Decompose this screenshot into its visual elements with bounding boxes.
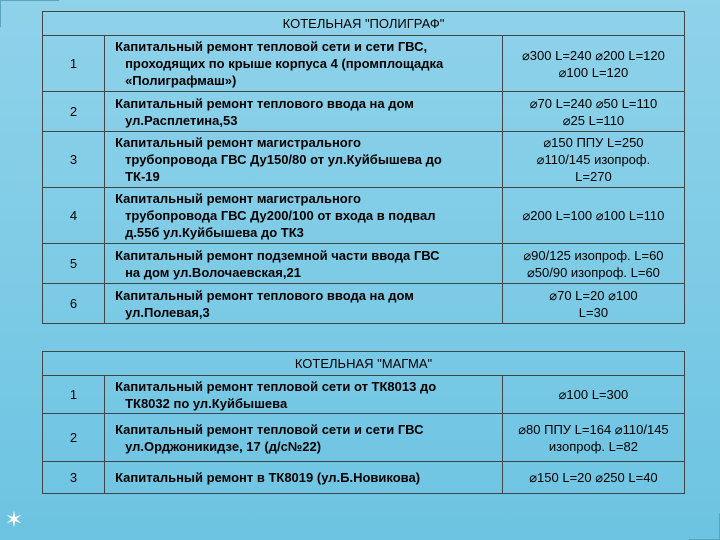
work-description: [105, 284, 503, 324]
specification-line: ⌀70 L=20 ⌀100: [549, 287, 638, 303]
section-title-row: [43, 12, 685, 36]
pipe-specification: [502, 376, 684, 414]
row-number: 1: [43, 36, 105, 92]
row-number: 5: [43, 244, 105, 284]
specification-line: ⌀110/145 изопроф.: [536, 152, 651, 167]
description-line: ул.Расплетина,53: [125, 112, 238, 128]
decorative-corner-bottom: [689, 513, 720, 540]
description-line: д.55б ул.Куйбышева до ТК3: [125, 225, 304, 240]
work-description: [105, 244, 503, 284]
description-line: Капитальный ремонт тепловой сети и сети ГВС: [115, 421, 424, 437]
section-table: [42, 11, 685, 324]
pipe-specification: [502, 244, 684, 284]
pipe-specification: [502, 36, 684, 92]
specification-line: ⌀80 ППУ L=164 ⌀110/145: [518, 421, 669, 437]
section-title: КОТЕЛЬНАЯ "ПОЛИГРАФ": [43, 12, 685, 36]
section-title-row: [43, 352, 685, 376]
work-description: [105, 376, 503, 414]
specification-line: ⌀90/125 изопроф. L=60: [523, 247, 664, 263]
description-line: Капитальный ремонт теплового ввода на дом: [115, 95, 414, 111]
description-line: Капитальный ремонт теплового ввода на дом: [115, 287, 414, 303]
specification-line: ⌀70 L=240 ⌀50 L=110: [529, 95, 658, 111]
work-description: [105, 36, 503, 92]
description-line: ул.Полевая,3: [125, 304, 210, 320]
table-row: [43, 36, 685, 92]
description-line: Капитальный ремонт магистрального: [115, 191, 361, 206]
row-number: 2: [43, 92, 105, 132]
specification-line: ⌀300 L=240 ⌀200 L=120: [521, 47, 665, 63]
description-line: ТК-19: [125, 169, 160, 184]
row-number: 6: [43, 284, 105, 324]
table-row: [43, 244, 685, 284]
specification-line: ⌀150 L=20 ⌀250 L=40: [529, 470, 658, 485]
description-line: «Полиграфмаш»): [125, 73, 237, 88]
pipe-specification: [502, 92, 684, 132]
description-line: проходящих по крыше корпуса 4 (промплощадка: [125, 56, 444, 71]
description-line: Капитальный ремонт подземной части ввода ГВС: [115, 247, 440, 263]
table-row: [43, 188, 685, 244]
description-line: ТК8032 по ул.Куйбышева: [125, 395, 288, 411]
table-row: [43, 132, 685, 188]
description-line: ул.Орджоникидзе, 17 (д/с№22): [125, 438, 322, 454]
specification-line: L=30: [578, 304, 609, 320]
table-row: [43, 414, 685, 462]
table-row: [43, 92, 685, 132]
row-number: 1: [43, 376, 105, 414]
description-line: Капитальный ремонт магистрального: [115, 135, 361, 150]
table-row: [43, 376, 685, 414]
description-line: трубопровода ГВС Ду150/80 от ул.Куйбышева до: [125, 152, 442, 167]
description-line: Капитальный ремонт тепловой сети от ТК8013 до: [115, 378, 437, 394]
row-number: 3: [43, 462, 105, 494]
star-icon: ✶: [4, 508, 24, 533]
description-line: трубопровода ГВС Ду200/100 от входа в подвал: [125, 208, 436, 223]
work-description: [105, 462, 503, 494]
work-description: [105, 92, 503, 132]
specification-line: L=270: [575, 169, 612, 184]
work-description: [105, 132, 503, 188]
specification-line: изопроф. L=82: [548, 438, 638, 454]
pipe-specification: [502, 132, 684, 188]
specification-line: ⌀100 L=120: [558, 64, 629, 80]
specification-line: ⌀150 ППУ L=250: [543, 135, 644, 150]
description-line: Капитальный ремонт тепловой сети и сети ГВС,: [115, 39, 428, 54]
specification-line: ⌀100 L=300: [558, 387, 629, 402]
work-description: [105, 188, 503, 244]
work-description: [105, 414, 503, 462]
pipe-specification: [502, 188, 684, 244]
description-line: Капитальный ремонт в ТК8019 (ул.Б.Новикова): [115, 470, 421, 485]
specification-line: ⌀25 L=110: [562, 112, 625, 128]
row-number: 2: [43, 414, 105, 462]
row-number: 4: [43, 188, 105, 244]
specification-line: ⌀50/90 изопроф. L=60: [526, 264, 660, 280]
pipe-specification: [502, 284, 684, 324]
pipe-specification: [502, 414, 684, 462]
section-title: КОТЕЛЬНАЯ "МАГМА": [43, 352, 685, 376]
section-table: [42, 351, 685, 494]
description-line: на дом ул.Волочаевская,21: [125, 264, 301, 280]
pipe-specification: [502, 462, 684, 494]
table-row: [43, 284, 685, 324]
row-number: 3: [43, 132, 105, 188]
specification-line: ⌀200 L=100 ⌀100 L=110: [522, 208, 665, 223]
table-row: [43, 462, 685, 494]
